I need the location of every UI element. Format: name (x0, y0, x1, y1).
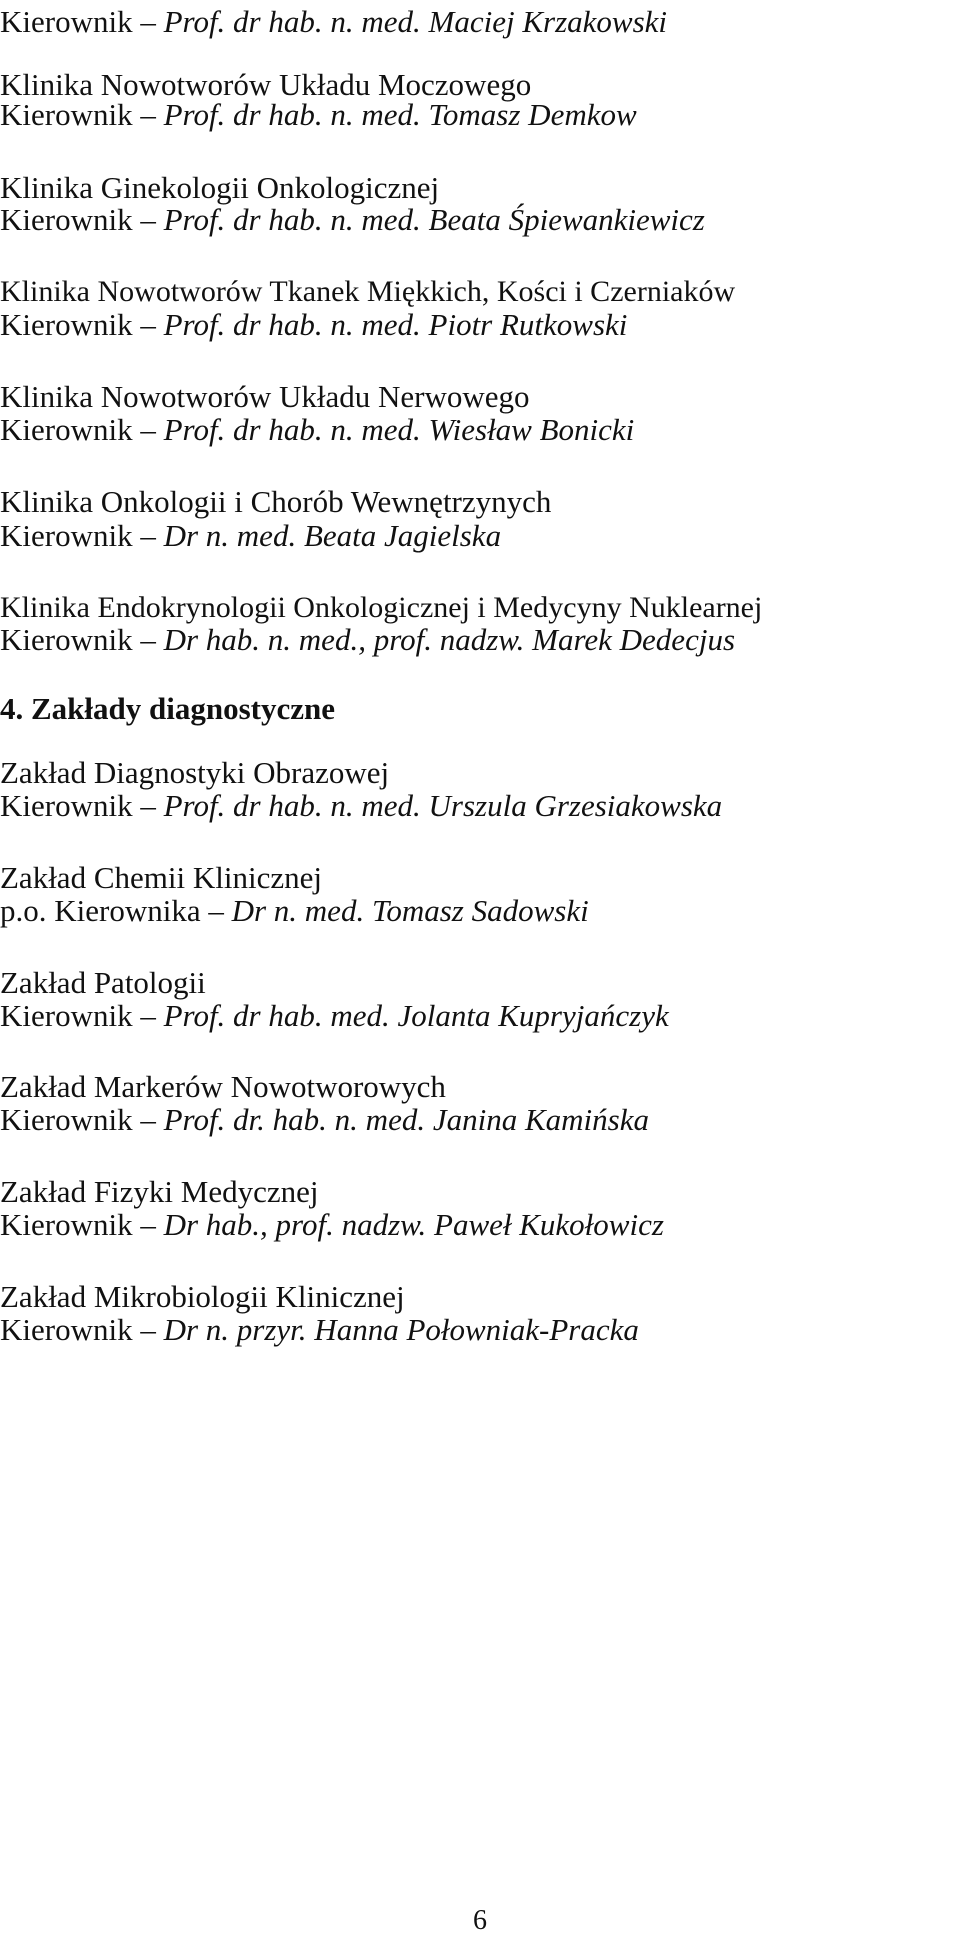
head-role: Kierownik (0, 1102, 133, 1137)
head-dash: – (140, 788, 156, 823)
head-dash: – (140, 1207, 156, 1242)
head-name: Prof. dr hab. med. Jolanta Kupryjańczyk (163, 998, 669, 1033)
head-name: Prof. dr hab. n. med. Wiesław Bonicki (163, 412, 635, 447)
head-role: Kierownik (0, 97, 133, 132)
head-dash: – (140, 412, 156, 447)
head-name: Prof. dr hab. n. med. Piotr Rutkowski (163, 307, 628, 342)
head-line (0, 891, 589, 931)
head-role: Kierownik (0, 202, 133, 237)
head-role: Kierownik (0, 4, 133, 39)
unit-name: Klinika Nowotworów Układu Nerwowego (0, 379, 530, 414)
head-role: Kierownik (0, 998, 133, 1033)
head-name: Prof. dr hab. n. med. Maciej Krzakowski (163, 4, 668, 39)
unit-name: Klinika Onkologii i Chorób Wewnętrzynych (0, 484, 552, 519)
head-dash: – (140, 622, 156, 657)
head-role: Kierownik (0, 622, 133, 657)
head-line (0, 95, 637, 135)
head-dash: – (140, 1102, 156, 1137)
head-dash: – (140, 307, 156, 342)
head-role: p.o. Kierownika (0, 893, 201, 928)
head-role: Kierownik (0, 1312, 133, 1347)
unit-name: Zakład Chemii Klinicznej (0, 860, 322, 895)
head-dash: – (140, 1312, 156, 1347)
head-line (0, 620, 735, 660)
head-name: Prof. dr. hab. n. med. Janina Kamińska (163, 1102, 649, 1137)
head-role: Kierownik (0, 788, 133, 823)
unit-name: Zakład Mikrobiologii Klinicznej (0, 1279, 405, 1314)
head-line (0, 200, 705, 240)
head-dash: – (140, 998, 156, 1033)
unit-name: Klinika Nowotworów Tkanek Miękkich, Kości i Czerniaków (0, 275, 736, 308)
head-name: Dr n. przyr. Hanna Połowniak-Pracka (163, 1312, 639, 1347)
unit-name: Zakład Patologii (0, 965, 206, 1000)
unit-name: Zakład Diagnostyki Obrazowej (0, 755, 390, 790)
head-dash: – (140, 97, 156, 132)
head-name: Dr hab., prof. nadzw. Paweł Kukołowicz (163, 1207, 664, 1242)
unit-name: Klinika Nowotworów Układu Moczowego (0, 67, 532, 102)
head-line (0, 1310, 639, 1350)
head-name: Dr n. med. Beata Jagielska (163, 518, 502, 553)
head-name: Dr n. med. Tomasz Sadowski (231, 893, 589, 928)
head-line (0, 516, 501, 556)
head-dash: – (140, 4, 156, 39)
head-role: Kierownik (0, 412, 133, 447)
head-role: Kierownik (0, 307, 133, 342)
head-role: Kierownik (0, 518, 133, 553)
head-name: Dr hab. n. med., prof. nadzw. Marek Dedecjus (163, 622, 736, 657)
head-line (0, 410, 634, 450)
head-line (0, 305, 627, 345)
unit-name: Zakład Fizyki Medycznej (0, 1174, 319, 1209)
head-line (0, 996, 669, 1036)
head-line (0, 786, 722, 826)
head-dash: – (140, 202, 156, 237)
head-name: Prof. dr hab. n. med. Urszula Grzesiakowska (163, 788, 723, 823)
head-dash: – (140, 518, 156, 553)
unit-name: Zakład Markerów Nowotworowych (0, 1069, 446, 1104)
head-dash: – (208, 893, 224, 928)
page-number: 6 (473, 1905, 487, 1936)
unit-name: Klinika Endokrynologii Onkologicznej i Medycyny Nuklearnej (0, 591, 763, 624)
head-line (0, 2, 667, 42)
head-line (0, 1205, 664, 1245)
unit-name: Klinika Ginekologii Onkologicznej (0, 170, 440, 205)
section-heading: 4. Zakłady diagnostyczne (0, 691, 336, 726)
head-line (0, 1100, 649, 1140)
head-role: Kierownik (0, 1207, 133, 1242)
head-name: Prof. dr hab. n. med. Tomasz Demkow (163, 97, 637, 132)
head-name: Prof. dr hab. n. med. Beata Śpiewankiewicz (163, 202, 705, 237)
